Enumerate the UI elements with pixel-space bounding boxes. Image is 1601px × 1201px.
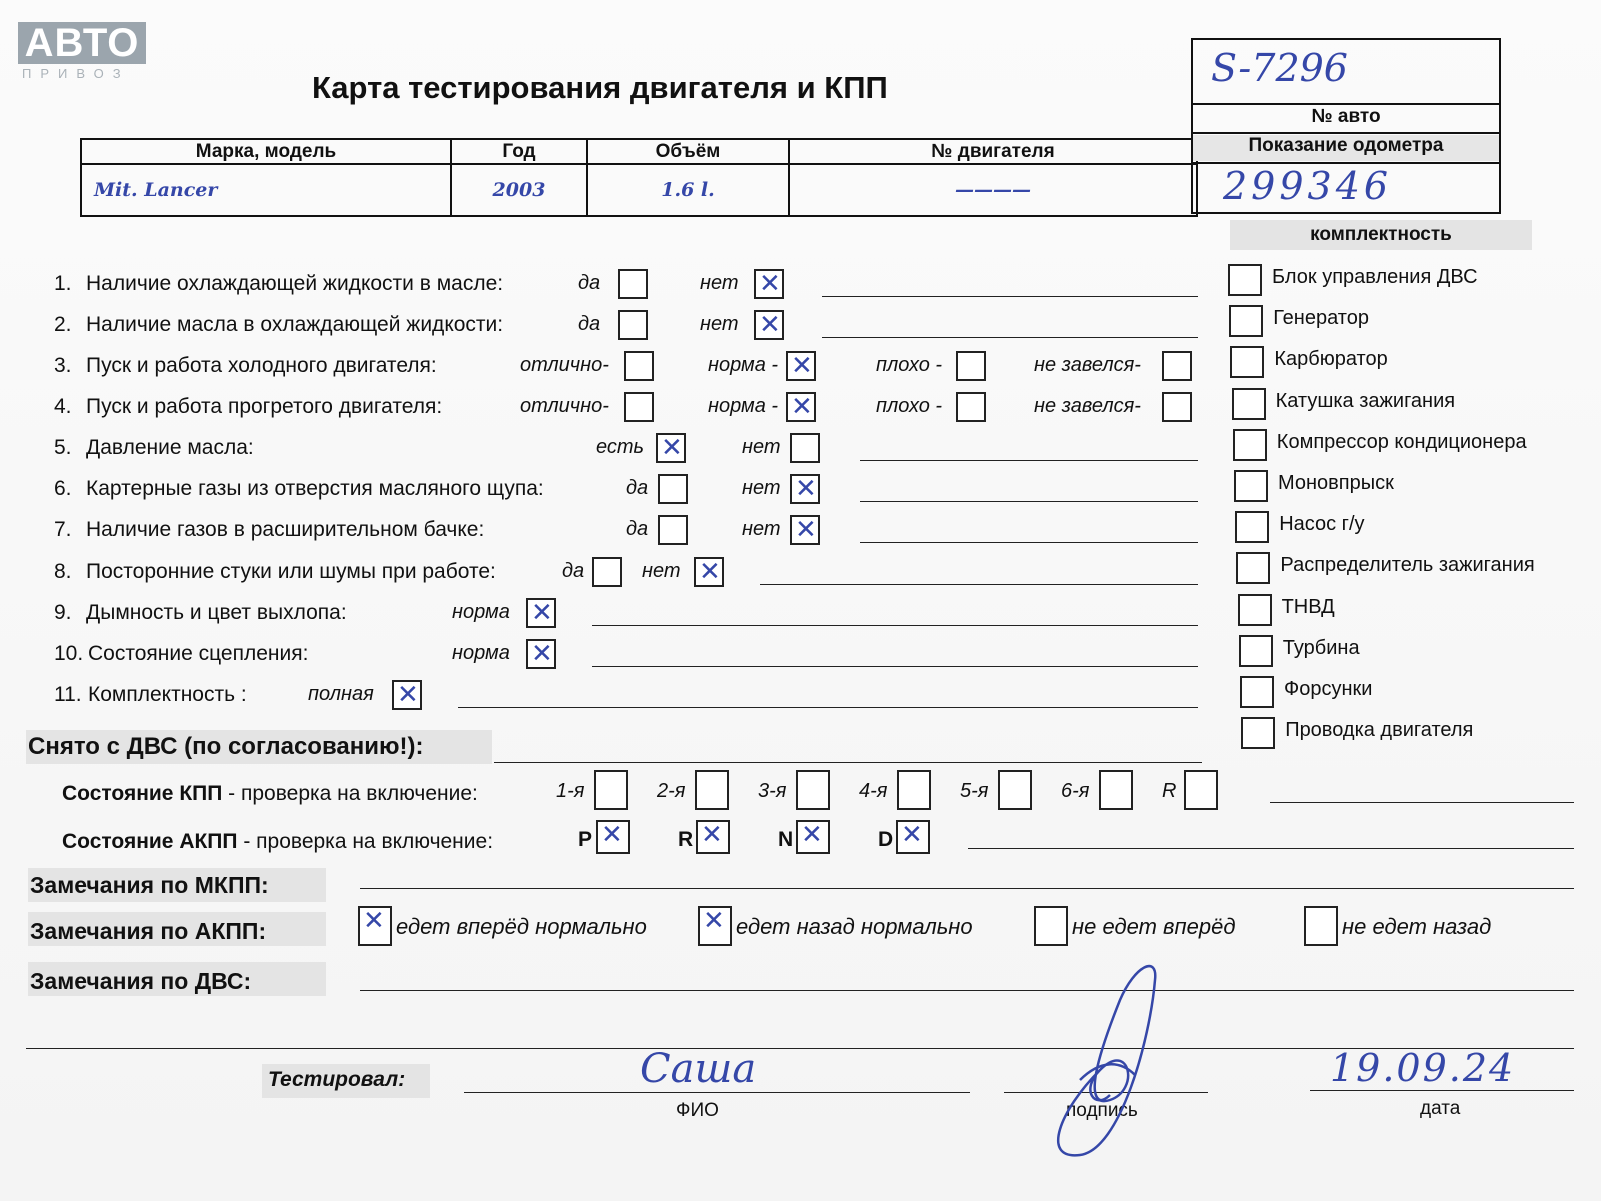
option-checkbox[interactable] (1162, 351, 1192, 381)
option-checkbox[interactable] (624, 351, 654, 381)
akpp-mode-label: R (678, 828, 694, 851)
akpp-remark-checkbox[interactable] (1304, 906, 1338, 946)
col-make-model: Марка, модель (81, 139, 451, 164)
gear-checkbox[interactable] (796, 770, 830, 810)
option-label: норма (452, 601, 510, 623)
option-checkbox[interactable] (526, 598, 556, 628)
gear-checkbox[interactable] (1184, 770, 1218, 810)
option-checkbox[interactable] (392, 680, 422, 710)
answer-line (592, 625, 1198, 626)
akpp-remark-checkbox[interactable] (698, 906, 732, 946)
kit-item-label: Катушка зажигания (1275, 389, 1456, 412)
kit-checkbox[interactable] (1241, 717, 1275, 749)
kit-checkbox[interactable] (1233, 429, 1267, 461)
akpp-remark-label: едет вперёд нормально (396, 914, 647, 939)
gear-label: 1-я (556, 780, 585, 802)
date-value: 19.09.24 (1330, 1046, 1516, 1090)
odometer-value: 299346 (1223, 164, 1393, 208)
kit-item-label: Форсунки (1284, 678, 1373, 700)
akpp-mode-label: P (578, 828, 593, 851)
signature-caption: подпись (1066, 1100, 1138, 1121)
gear-label: R (1162, 780, 1177, 802)
option-checkbox[interactable] (656, 433, 686, 463)
answer-line (860, 542, 1198, 543)
akpp-mode-label: N (778, 828, 794, 851)
kit-header: комплектность (1310, 224, 1452, 245)
option-checkbox[interactable] (658, 515, 688, 545)
answer-line (458, 707, 1198, 708)
gear-checkbox[interactable] (594, 770, 628, 810)
question-text: Пуск и работа прогретого двигателя: (86, 395, 443, 418)
option-label: нет (742, 477, 781, 499)
gear-label: 6-я (1061, 780, 1090, 802)
option-label: плохо - (876, 354, 943, 376)
car-number-label: № авто (1311, 106, 1381, 127)
question-number: 2. (54, 313, 72, 336)
option-label: нет (742, 436, 781, 458)
gear-checkbox[interactable] (998, 770, 1032, 810)
option-checkbox[interactable] (786, 351, 816, 381)
option-label: отлично- (520, 395, 609, 417)
option-checkbox[interactable] (754, 310, 784, 340)
kit-checkbox[interactable] (1239, 635, 1273, 667)
question-number: 9. (54, 601, 72, 624)
option-label: нет (700, 272, 739, 294)
question-number: 3. (54, 354, 72, 377)
question-text: Наличие газов в расширительном бачке: (86, 518, 485, 541)
kit-checkbox[interactable] (1230, 346, 1264, 378)
option-label: норма (452, 642, 510, 664)
tester-name-value: Саша (640, 1046, 757, 1092)
question-number: 1. (54, 272, 72, 295)
year-value: 2003 (451, 164, 587, 216)
kit-item-label: Распределитель зажигания (1280, 554, 1535, 577)
kit-item-label: Карбюратор (1274, 348, 1388, 371)
question-text: Пуск и работа холодного двигателя: (86, 354, 437, 377)
option-label: нет (700, 313, 739, 335)
gear-label: 5-я (960, 780, 989, 802)
kit-item-label: Генератор (1273, 307, 1369, 330)
name-caption: ФИО (676, 1100, 719, 1121)
akpp-remark-label: едет назад нормально (736, 914, 973, 939)
gear-label: 3-я (758, 780, 787, 802)
question-number: 6. (54, 477, 72, 500)
kit-checkbox[interactable] (1235, 511, 1269, 543)
removed-label: Снято с ДВС (по согласованию!): (28, 733, 424, 760)
option-checkbox[interactable] (618, 269, 648, 299)
question-text: Комплектность : (88, 683, 247, 706)
answer-line (860, 460, 1198, 461)
remarks-mkpp-label: Замечания по МКПП: (30, 872, 269, 898)
akpp-remark-label: не едет вперёд (1072, 914, 1236, 939)
option-label: норма - (708, 354, 779, 376)
option-label: есть (596, 436, 645, 458)
option-label: да (562, 560, 585, 582)
option-checkbox[interactable] (1162, 392, 1192, 422)
option-checkbox[interactable] (618, 310, 648, 340)
date-caption: дата (1420, 1098, 1461, 1119)
question-text: Состояние сцепления: (88, 642, 309, 665)
option-checkbox[interactable] (790, 515, 820, 545)
kit-checkbox[interactable] (1228, 264, 1262, 296)
akpp-label: Состояние АКПП - проверка на включение: (62, 830, 494, 853)
answer-line (760, 584, 1198, 585)
brand-logo: АВТО (18, 22, 146, 64)
kit-checkbox[interactable] (1232, 388, 1266, 420)
akpp-mode-checkbox[interactable] (796, 820, 830, 854)
option-checkbox[interactable] (790, 433, 820, 463)
akpp-remark-checkbox[interactable] (1034, 906, 1068, 946)
gear-checkbox[interactable] (695, 770, 729, 810)
col-volume: Объём (587, 139, 789, 164)
option-label: плохо - (876, 395, 943, 417)
question-text: Давление масла: (86, 436, 254, 459)
car-number-value: S-7296 (1211, 46, 1348, 90)
akpp-remark-label: не едет назад (1342, 914, 1492, 939)
option-label: отлично- (520, 354, 609, 376)
kit-item-label: Турбина (1282, 636, 1360, 659)
kit-item-label: ТНВД (1281, 595, 1335, 618)
option-label: не завелся- (1034, 395, 1141, 417)
kit-checkbox[interactable] (1234, 470, 1268, 502)
kit-checkbox[interactable] (1238, 594, 1272, 626)
akpp-mode-label: D (878, 828, 894, 851)
kpp-label: Состояние КПП - проверка на включение: (62, 782, 478, 805)
akpp-remark-checkbox[interactable] (358, 906, 392, 946)
answer-line (822, 337, 1198, 338)
option-checkbox[interactable] (956, 392, 986, 422)
option-checkbox[interactable] (592, 557, 622, 587)
gear-label: 2-я (657, 780, 686, 802)
kit-item-label: Насос г/у (1279, 513, 1365, 536)
question-text: Наличие масла в охлаждающей жидкости: (86, 313, 504, 336)
option-checkbox[interactable] (790, 474, 820, 504)
option-checkbox[interactable] (786, 392, 816, 422)
gear-checkbox[interactable] (1099, 770, 1133, 810)
col-year: Год (451, 139, 587, 164)
option-checkbox[interactable] (754, 269, 784, 299)
kit-checkbox[interactable] (1229, 305, 1263, 337)
gear-label: 4-я (859, 780, 888, 802)
car-id-box (1191, 38, 1501, 214)
kit-checkbox[interactable] (1240, 676, 1274, 708)
question-text: Дымность и цвет выхлопа: (86, 601, 347, 624)
question-number: 8. (54, 560, 72, 583)
card-title: Карта тестирования двигателя и КПП (312, 70, 888, 105)
option-label: норма - (708, 395, 779, 417)
make-model-value: Mit. Lancer (81, 164, 451, 216)
brand-logo-subtitle: ПРИВОЗ (22, 66, 130, 81)
akpp-mode-checkbox[interactable] (596, 820, 630, 854)
question-text: Посторонние стуки или шумы при работе: (86, 560, 496, 583)
option-label: да (626, 518, 649, 540)
question-number: 10. (54, 642, 84, 665)
option-checkbox[interactable] (694, 557, 724, 587)
question-text: Наличие охлаждающей жидкости в масле: (86, 272, 504, 295)
odometer-label: Показание одометра (1193, 135, 1499, 161)
answer-line (860, 501, 1198, 502)
kit-item-label: Компрессор кондиционера (1276, 430, 1527, 453)
option-checkbox[interactable] (658, 474, 688, 504)
option-label: да (626, 477, 649, 499)
kit-item-label: Блок управления ДВС (1272, 266, 1478, 288)
kit-item-label: Моновпрыск (1278, 472, 1394, 494)
kit-item-label: Проводка двигателя (1285, 719, 1474, 742)
answer-line (822, 296, 1198, 297)
col-engine-no: № двигателя (789, 139, 1197, 164)
option-checkbox[interactable] (624, 392, 654, 422)
remarks-akpp-label: Замечания по АКПП: (30, 918, 267, 944)
remarks-dvs-label: Замечания по ДВС: (30, 968, 252, 994)
gear-checkbox[interactable] (897, 770, 931, 810)
option-label: нет (742, 518, 781, 540)
option-label: полная (308, 683, 374, 705)
question-number: 11. (54, 683, 82, 706)
option-label: да (578, 272, 601, 294)
vehicle-info-table (80, 138, 1198, 217)
question-number: 5. (54, 436, 72, 459)
option-label: нет (642, 560, 681, 582)
akpp-mode-checkbox[interactable] (696, 820, 730, 854)
question-number: 4. (54, 395, 72, 418)
option-checkbox[interactable] (956, 351, 986, 381)
option-label: не завелся- (1034, 354, 1141, 376)
handwritten-signature (1040, 960, 1160, 1160)
question-number: 7. (54, 518, 72, 541)
option-label: да (578, 313, 601, 335)
volume-value: 1.6 l. (587, 164, 789, 216)
option-checkbox[interactable] (526, 639, 556, 669)
answer-line (592, 666, 1198, 667)
tested-by-label: Тестировал: (268, 1068, 406, 1091)
question-text: Картерные газы из отверстия масляного щупа: (86, 477, 544, 500)
akpp-mode-checkbox[interactable] (896, 820, 930, 854)
kit-checkbox[interactable] (1236, 552, 1270, 584)
engine-no-value: ———— (789, 164, 1197, 216)
